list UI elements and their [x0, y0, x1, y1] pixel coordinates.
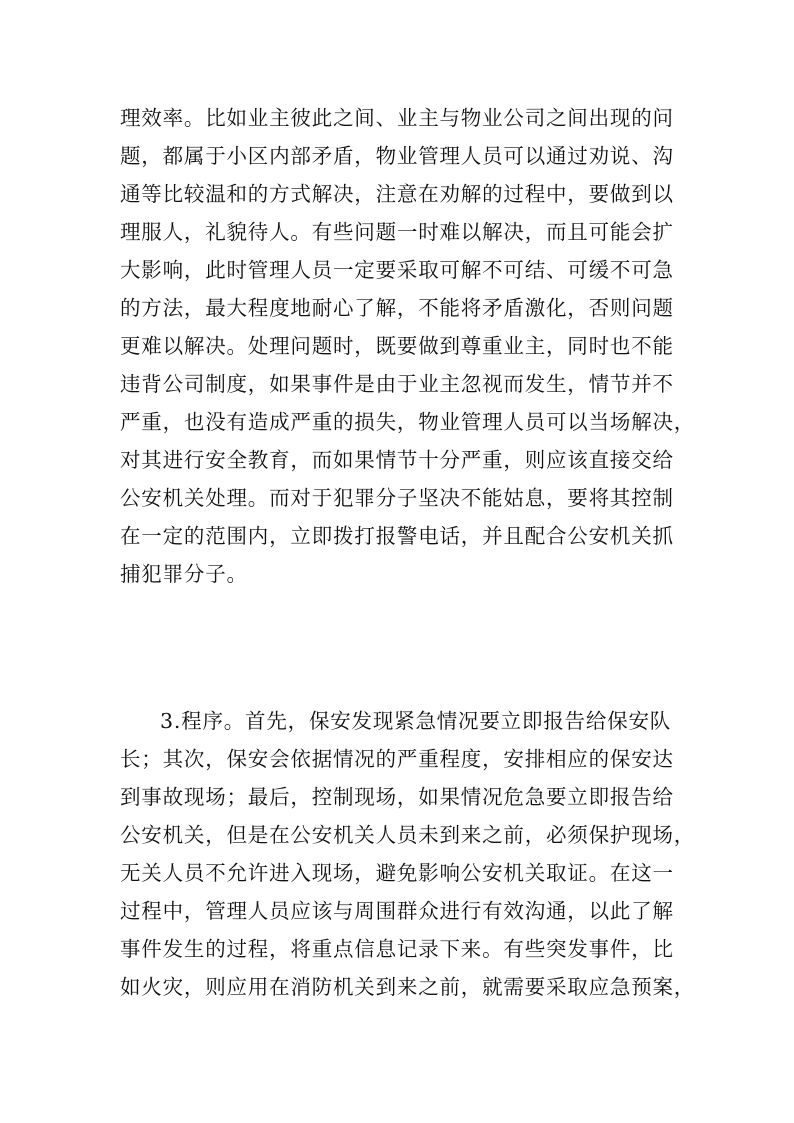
text-line: 公安机关处理。而对于犯罪分子坚决不能姑息，要将其控制 [120, 486, 674, 510]
text-line: 违背公司制度，如果事件是由于业主忽视而发生，情节并不 [120, 372, 674, 396]
paragraph-property-disputes [120, 99, 696, 593]
text-line: 理服人，礼貌待人。有些问题一时难以解决，而且可能会扩 [120, 220, 674, 244]
text-line: 对其进行安全教育，而如果情节十分严重，则应该直接交给 [120, 448, 674, 472]
text-line: 无关人员不允许进入现场，避免影响公安机关取证。在这一 [120, 861, 674, 885]
text-line: 公安机关，但是在公安机关人员未到来之前，必须保护现场， [120, 823, 696, 847]
text-line: 题，都属于小区内部矛盾，物业管理人员可以通过劝说、沟 [120, 144, 674, 168]
text-line: 3.程序。首先，保安发现紧急情况要立即报告给保安队 [160, 709, 672, 733]
text-line: 事件发生的过程，将重点信息记录下来。有些突发事件，比 [120, 937, 674, 961]
text-line: 理效率。比如业主彼此之间、业主与物业公司之间出现的问 [120, 106, 674, 130]
text-line: 长；其次，保安会依据情况的严重程度，安排相应的保安达 [120, 747, 674, 771]
text-line: 在一定的范围内，立即拨打报警电话，并且配合公安机关抓 [120, 524, 674, 548]
text-line: 大影响，此时管理人员一定要采取可解不可结、可缓不可急 [120, 258, 674, 282]
text-line: 到事故现场；最后，控制现场，如果情况危急要立即报告给 [120, 785, 674, 809]
paragraph-procedure [120, 702, 696, 1006]
text-line: 的方法，最大程度地耐心了解，不能将矛盾激化，否则问题 [120, 296, 674, 320]
text-line: 捕犯罪分子。 [120, 562, 248, 586]
text-line: 严重，也没有造成严重的损失，物业管理人员可以当场解决， [120, 410, 696, 434]
text-line: 如火灾，则应用在消防机关到来之前，就需要采取应急预案， [120, 975, 696, 999]
text-line: 通等比较温和的方式解决，注意在劝解的过程中，要做到以 [120, 182, 674, 206]
text-line: 过程中，管理人员应该与周围群众进行有效沟通，以此了解 [120, 899, 674, 923]
text-line: 更难以解决。处理问题时，既要做到尊重业主，同时也不能 [120, 334, 674, 358]
